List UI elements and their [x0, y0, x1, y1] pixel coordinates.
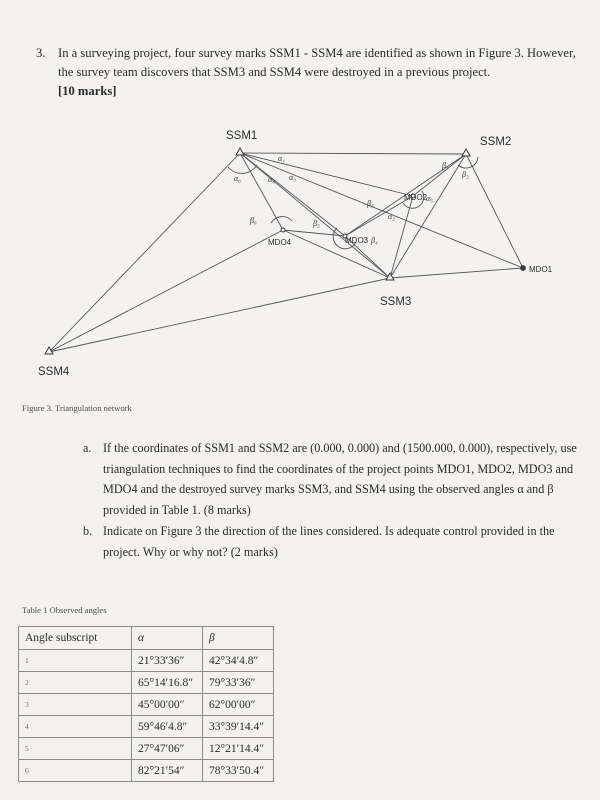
- table-row: [19, 650, 274, 672]
- cell-alpha: 21°33′36″: [132, 650, 203, 672]
- point-marker-mdo4: [281, 228, 285, 232]
- part-b-label: b.: [83, 524, 93, 538]
- label-beta-6: β₆: [250, 216, 257, 225]
- line-ssm2-mdo2: [413, 154, 466, 196]
- network-lines: [49, 153, 523, 352]
- cell-beta: 62°00′00″: [203, 694, 274, 716]
- cell-beta: 12°21′14.4″: [203, 738, 274, 760]
- label-mdo4: MDO4: [268, 238, 292, 247]
- label-beta-1: β₁: [442, 161, 449, 170]
- part-a: [83, 438, 583, 520]
- label-ssm4: SSM4: [38, 366, 70, 378]
- label-ssm2: SSM2: [480, 136, 512, 148]
- cell-alpha: 82°21′54″: [132, 760, 203, 782]
- label-beta-5: β₅: [313, 219, 320, 228]
- question-number: 3.: [36, 46, 46, 60]
- table-row: [19, 760, 274, 782]
- question-marks: [10 marks]: [58, 84, 117, 98]
- label-ssm3: SSM3: [380, 296, 412, 308]
- line-ssm2-mdo1: [466, 154, 523, 268]
- question-header: [36, 44, 581, 101]
- cell-alpha: 65°14′16.8″: [132, 672, 203, 694]
- label-mdo2: MDO2: [404, 193, 428, 202]
- table-row: [19, 672, 274, 694]
- table-caption: Table 1 Observed angles: [22, 605, 107, 615]
- label-mdo1: MDO1: [529, 265, 553, 274]
- line-ssm1-mdo4: [240, 153, 283, 230]
- triangle-marker-ssm1: [236, 148, 244, 155]
- label-beta-4: β₄: [371, 236, 378, 245]
- cell-alpha: 59°46′4.8″: [132, 716, 203, 738]
- question-parts: [83, 438, 583, 563]
- part-b-text: Indicate on Figure 3 the direction of the lines considered. Is adequate control provided in the project. Why or why not? (2 marks): [103, 524, 555, 559]
- arc-mdo4: [271, 217, 292, 223]
- cell-beta: 78°33′50.4″: [203, 760, 274, 782]
- cell-subscript: 3: [19, 694, 132, 716]
- part-a-text: If the coordinates of SSM1 and SSM2 are (0.000, 0.000) and (1500.000, 0.000), respectively, use triangulation techniques to find the coordinates of the project points MDO1, MDO2, MDO3 and MDO4 and the destroyed survey marks SSM3, and SSM4 using the observed angles α and β provided in Table 1. (8 marks): [103, 441, 577, 517]
- label-beta-2: β₂: [462, 170, 469, 179]
- table-row: [19, 738, 274, 760]
- cell-beta: 42°34′4.8″: [203, 650, 274, 672]
- cell-subscript: 4: [19, 716, 132, 738]
- label-alpha-4: α₄: [268, 175, 275, 184]
- line-ssm1-ssm2: [240, 153, 466, 154]
- line-ssm4-mdo4: [49, 230, 283, 352]
- point-marker-mdo1: [521, 266, 526, 271]
- header-angle-subscript: Angle subscript: [19, 627, 132, 650]
- cell-alpha: 45°00′00″: [132, 694, 203, 716]
- line-mdo2-ssm3: [390, 196, 413, 278]
- line-ssm2-ssm3: [390, 154, 466, 278]
- cell-subscript: 1: [19, 650, 132, 672]
- question-text: In a surveying project, four survey marks SSM1 - SSM4 are identified as shown in Figure 3. However, the survey team discovers that SSM3 and SSM4 were destroyed in a previous project.: [58, 46, 576, 79]
- figure-caption: Figure 3. Triangulation network: [22, 403, 132, 413]
- triangulation-figure: [0, 115, 600, 395]
- cell-alpha: 27°47′06″: [132, 738, 203, 760]
- observed-angles-table: [18, 626, 274, 782]
- cell-subscript: 5: [19, 738, 132, 760]
- header-beta: β: [203, 627, 274, 650]
- line-mdo2-mdo3: [345, 196, 413, 236]
- label-alpha-1: α₁: [278, 154, 285, 163]
- cell-beta: 33°39′14.4″: [203, 716, 274, 738]
- cell-subscript: 2: [19, 672, 132, 694]
- triangle-marker-ssm2: [462, 149, 470, 156]
- table-header-row: [19, 627, 274, 650]
- part-a-label: a.: [83, 441, 92, 455]
- table-row: [19, 716, 274, 738]
- arc-ssm1: [228, 165, 257, 173]
- label-alpha-6: α₆: [234, 174, 241, 183]
- label-ssm1: SSM1: [226, 130, 258, 142]
- header-alpha: α: [132, 627, 203, 650]
- line-ssm4-ssm3: [49, 278, 390, 352]
- part-b: [83, 521, 583, 562]
- label-alpha-3: α₃: [289, 173, 296, 182]
- label-alpha-5: α₅: [426, 194, 433, 203]
- cell-beta: 79°33′36″: [203, 672, 274, 694]
- label-beta-3: β₃: [367, 199, 374, 208]
- cell-subscript: 6: [19, 760, 132, 782]
- line-ssm1-ssm4: [49, 153, 240, 352]
- line-ssm1-mdo1: [240, 153, 523, 268]
- table-row: [19, 694, 274, 716]
- label-alpha-2: α₂: [388, 212, 395, 221]
- station-markers: [45, 148, 525, 354]
- label-mdo3: MDO3: [345, 236, 369, 245]
- line-ssm3-mdo1: [390, 268, 523, 278]
